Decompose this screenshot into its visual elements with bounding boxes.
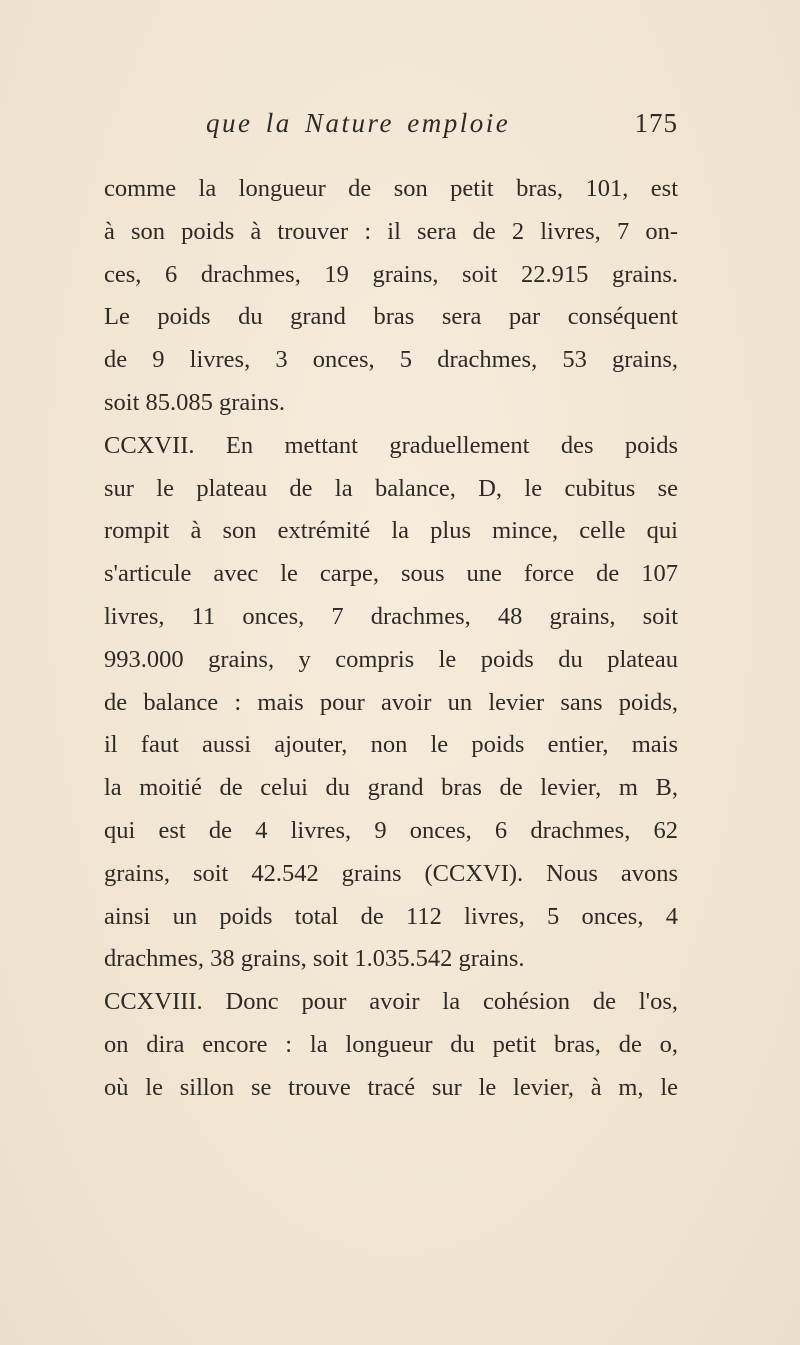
text-line: où le sillon se trouve tracé sur le levier, à m, le [104, 1073, 678, 1101]
body-text [104, 168, 678, 1110]
text-line: ces, 6 drachmes, 19 grains, soit 22.915 grains. [104, 260, 678, 288]
text-line: comme la longueur de son petit bras, 101, est [104, 175, 678, 202]
text-line: CCXVII. En mettant graduellement des poids [104, 431, 678, 459]
text-line: drachmes, 38 grains, soit 1.035.542 grains. [104, 945, 525, 973]
text-line: rompit à son extrémité la plus mince, celle qui [104, 517, 678, 545]
text-line: CCXVIII. Donc pour avoir la cohésion de l'os, [104, 988, 678, 1016]
text-line: de balance : mais pour avoir un levier sans poids, [104, 688, 678, 716]
text-line: de 9 livres, 3 onces, 5 drachmes, 53 grains, [104, 346, 678, 374]
text-line: on dira encore : la longueur du petit bras, de o, [104, 1030, 678, 1058]
text-line: Le poids du grand bras sera par conséquent [104, 303, 678, 331]
page-number: 175 [634, 108, 678, 138]
text-line: soit 85.085 grains. [104, 388, 286, 416]
running-head [104, 108, 678, 148]
text-line: grains, soit 42.542 grains (CCXVI). Nous avons [104, 859, 678, 887]
text-line: livres, 11 onces, 7 drachmes, 48 grains, soit [104, 602, 678, 630]
text-line: s'articule avec le carpe, sous une force de 107 [104, 560, 678, 588]
text-line: ainsi un poids total de 112 livres, 5 onces, 4 [104, 902, 678, 930]
running-title: que la Nature emploie [206, 108, 511, 138]
text-line: il faut aussi ajouter, non le poids entier, mais [104, 731, 678, 759]
text-line: à son poids à trouver : il sera de 2 livres, 7 on- [104, 217, 678, 245]
text-line: sur le plateau de la balance, D, le cubitus se [104, 474, 678, 502]
text-line: la moitié de celui du grand bras de levier, m B, [104, 774, 678, 802]
text-line: 993.000 grains, y compris le poids du plateau [104, 645, 678, 673]
text-line: qui est de 4 livres, 9 onces, 6 drachmes, 62 [104, 816, 678, 844]
